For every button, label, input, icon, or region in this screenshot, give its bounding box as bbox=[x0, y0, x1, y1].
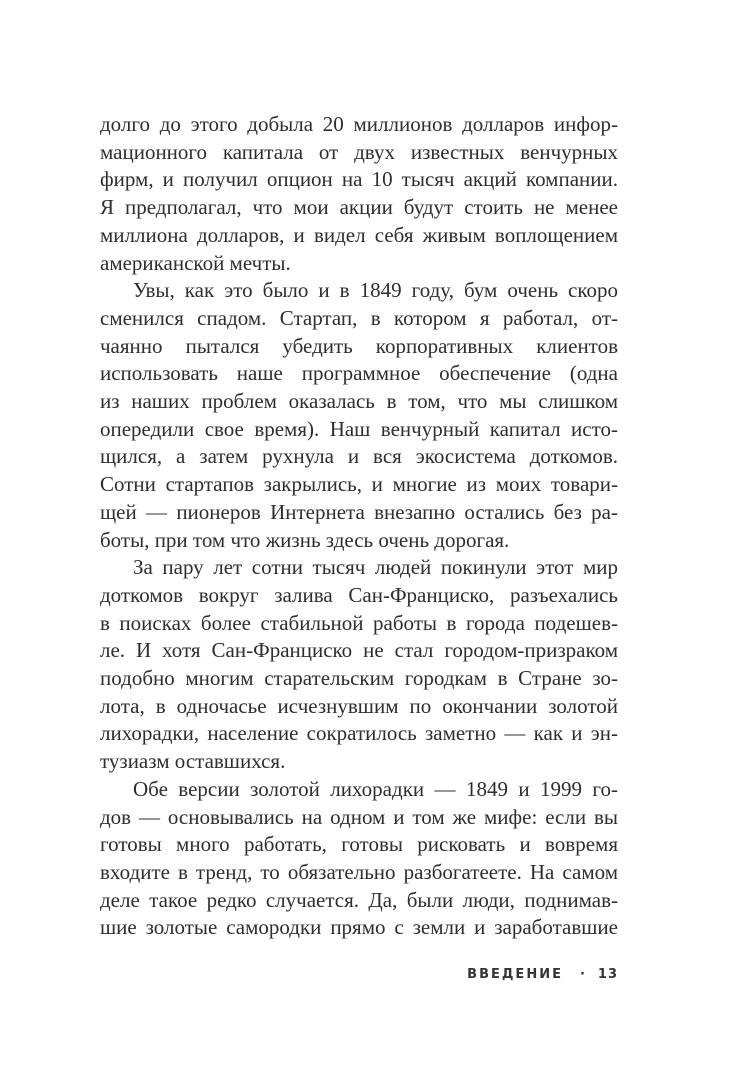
text-line: доткомов вокруг залива Сан-Франциско, разъехались bbox=[100, 582, 618, 607]
text-line: фирм, и получил опцион на 10 тысяч акций компании. bbox=[100, 167, 618, 192]
text-line: дов — основывались на одном и том же мифе: если вы bbox=[100, 804, 618, 829]
footer-separator-dot: · bbox=[579, 967, 585, 982]
text-line: из наших проблем оказалась в том, что мы слишком bbox=[100, 389, 618, 414]
text-line: американской мечты. bbox=[100, 250, 291, 275]
text-line: деле такое редко случается. Да, были люди, поднимав- bbox=[100, 887, 618, 912]
page-footer bbox=[467, 967, 618, 982]
text-line: опередили свое время). Наш венчурный капитал исто- bbox=[100, 416, 618, 441]
text-line: шие золотые самородки прямо с земли и заработавшие bbox=[100, 915, 618, 940]
text-line: щей — пионеров Интернета внезапно остались без ра- bbox=[100, 499, 618, 524]
text-line: чаянно пытался убедить корпоративных клиентов bbox=[100, 333, 618, 358]
text-line: входите в тренд, то обязательно разбогатеете. На самом bbox=[100, 859, 618, 884]
text-line: боты, при том что жизнь здесь очень дорогая. bbox=[100, 527, 510, 552]
text-line: мационного капитала от двух известных венчурных bbox=[100, 139, 618, 164]
text-line: миллиона долларов, и видел себя живым воплощением bbox=[100, 222, 618, 247]
text-line: долго до этого добыла 20 миллионов долларов инфор- bbox=[100, 112, 618, 136]
text-line: лота, в одночасье исчезнувшим по окончании золотой bbox=[100, 693, 618, 718]
footer-page-number: 13 bbox=[597, 967, 618, 982]
text-line: готовы много работать, готовы рисковать и вовремя bbox=[100, 832, 618, 857]
text-line: Я предполагал, что мои акции будут стоить не менее bbox=[100, 195, 618, 220]
text-line: подобно многим старательским городкам в Стране зо- bbox=[100, 666, 618, 691]
footer-section-label: ВВЕДЕНИЕ bbox=[467, 967, 563, 982]
text-line: Увы, как это было и в 1849 году, бум очень скоро bbox=[133, 278, 618, 303]
text-line: в поисках более стабильной работы в города подешев- bbox=[100, 610, 618, 635]
page-text bbox=[100, 111, 618, 942]
text-line: Обе версии золотой лихорадки — 1849 и 1999 го- bbox=[133, 776, 618, 801]
text-line: щился, а затем рухнула и вся экосистема доткомов. bbox=[100, 444, 618, 469]
text-line: использовать наше программное обеспечение (одна bbox=[100, 361, 618, 386]
paragraph bbox=[100, 277, 618, 554]
text-line: ле. И хотя Сан-Франциско не стал городом-призраком bbox=[100, 638, 618, 663]
text-line: сменился спадом. Стартап, в котором я работал, от- bbox=[100, 305, 618, 330]
text-line: Сотни стартапов закрылись, и многие из моих товари- bbox=[100, 472, 618, 497]
paragraph bbox=[100, 111, 618, 277]
text-line: За пару лет сотни тысяч людей покинули этот мир bbox=[133, 555, 618, 580]
paragraph bbox=[100, 776, 618, 942]
paragraph bbox=[100, 554, 618, 776]
text-line: лихорадки, население сократилось заметно — как и эн- bbox=[100, 721, 618, 746]
text-line: тузиазм оставшихся. bbox=[100, 749, 286, 774]
